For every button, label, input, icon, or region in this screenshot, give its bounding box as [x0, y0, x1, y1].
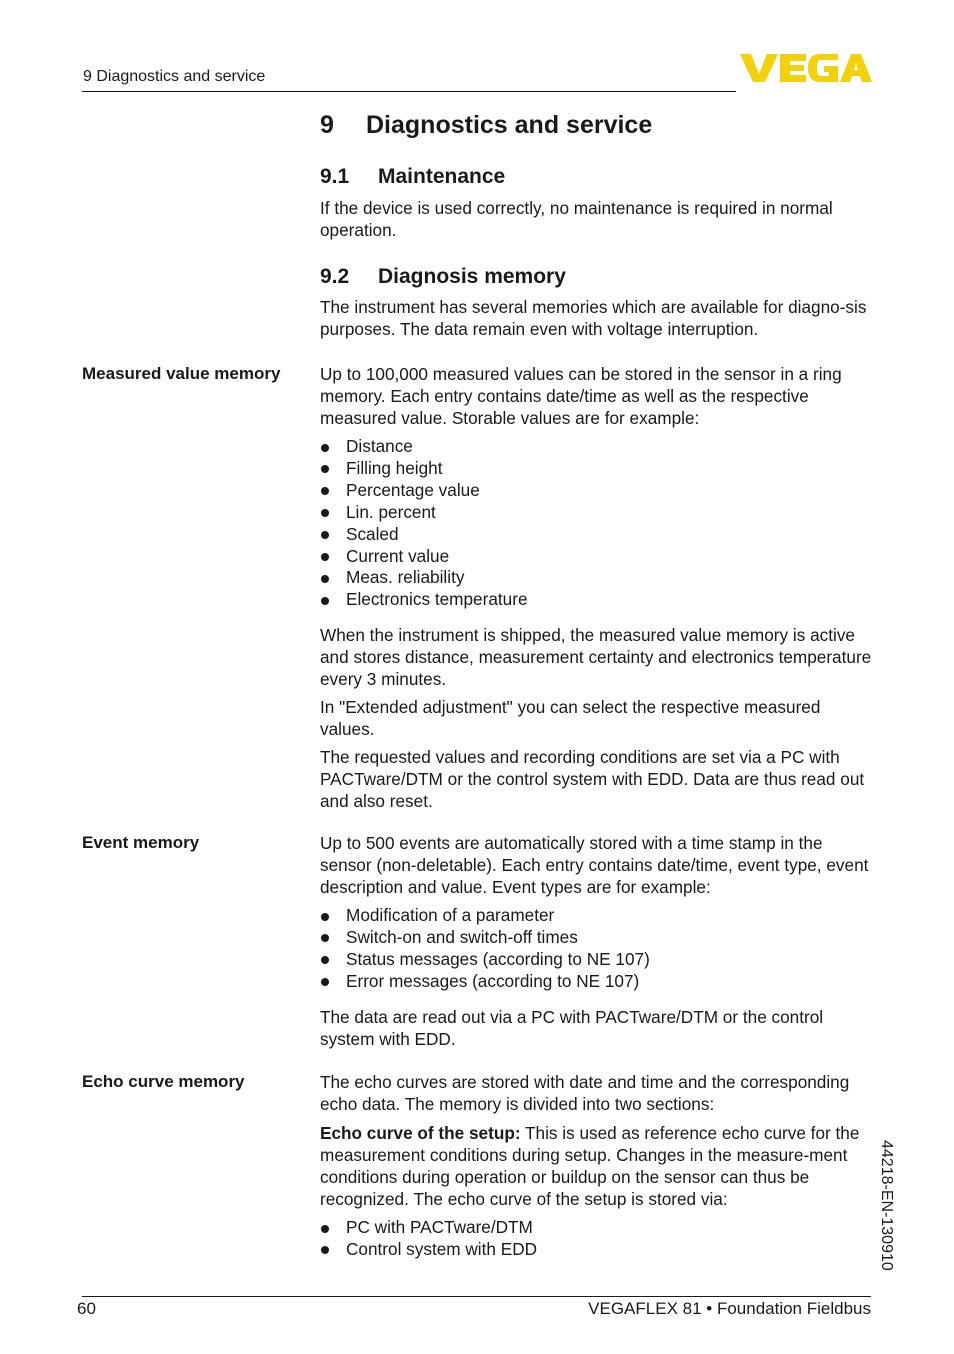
chapter-number: 9 [320, 111, 334, 139]
list-item [320, 1217, 872, 1239]
bullet-icon [321, 553, 329, 561]
paragraph: The instrument has several memories which are available for diagno-sis purposes. The data remain even with voltage interruption. [320, 297, 867, 339]
list-item [320, 905, 872, 927]
bullet-icon [321, 1246, 329, 1254]
echo-block [320, 1071, 872, 1261]
paragraph: The requested values and recording conditions are set via a PC with PACTware/DTM or the control system with EDD. Data are thus read out and also reset. [320, 747, 865, 812]
list-item-text: Distance [346, 436, 413, 456]
list-item-text: Switch-on and switch-off times [346, 926, 578, 947]
echo-list [320, 1217, 872, 1261]
page-number: 60 [77, 1299, 96, 1318]
list-item [320, 1239, 872, 1261]
section-title: Diagnosis memory [378, 265, 566, 288]
paragraph: In "Extended adjustment" you can select the respective measured values. [320, 697, 821, 740]
list-item-text: Control system with EDD [346, 1238, 538, 1259]
margin-label-echo: Echo curve memory [82, 1072, 245, 1091]
bullet-icon [321, 978, 329, 986]
bullet-icon [321, 956, 329, 964]
header-divider [82, 91, 736, 92]
paragraph: When the instrument is shipped, the measured value memory is active and stores distance, measurement certainty and electronics temperature every 3 minutes. [320, 625, 872, 690]
footer-divider [82, 1296, 871, 1297]
bullet-icon [321, 1225, 329, 1233]
list-item [320, 927, 872, 949]
list-item-text: Status messages (according to NE 107) [346, 948, 650, 969]
list-item [320, 524, 872, 546]
list-item-text: Error messages (according to NE 107) [346, 970, 640, 991]
paragraph-text: This is used as reference echo curve for the measurement conditions during setup. Changes in the measure-ment conditions during operation or buildup on the sensor can thus be recognized. The echo curve of the setup is stored via: [320, 1123, 860, 1209]
vega-logo [740, 52, 872, 84]
section-number: 9.2 [320, 265, 350, 288]
bold-lead: Echo curve of the setup: [320, 1123, 521, 1143]
margin-label-event: Event memory [82, 833, 200, 852]
running-header: 9 Diagnostics and service [83, 68, 266, 85]
bullet-icon [321, 465, 329, 473]
footer-title: VEGAFLEX 81 • Foundation Fieldbus [588, 1299, 871, 1318]
list-item [320, 971, 872, 993]
list-item-text: Lin. percent [346, 501, 436, 522]
list-item [320, 502, 872, 524]
diagnosis-intro [320, 296, 872, 346]
list-item [320, 546, 872, 568]
bullet-icon [321, 597, 329, 605]
section-number: 9.1 [320, 165, 350, 188]
bullet-icon [321, 487, 329, 495]
list-item-text: Current value [346, 545, 450, 566]
list-item-text: Modification of a parameter [346, 905, 555, 925]
list-item-text: PC with PACTware/DTM [346, 1217, 533, 1237]
paragraph: The data are read out via a PC with PACTware/DTM or the control system with EDD. [320, 1006, 824, 1049]
list-item [320, 436, 872, 458]
list-item [320, 567, 872, 589]
paragraph: Up to 100,000 measured values can be stored in the sensor in a ring memory. Each entry contains date/time as well as the respective measured value. Storable values are for example: [320, 364, 842, 428]
measured-list [320, 436, 872, 611]
list-item-text: Filling height [346, 457, 443, 478]
list-item-text: Percentage value [346, 479, 480, 500]
section-heading-maintenance [320, 165, 505, 189]
chapter-title: Diagnostics and service [366, 111, 653, 139]
paragraph: If the device is used correctly, no maintenance is required in normal operation. [320, 198, 833, 240]
bullet-icon [321, 913, 329, 921]
section-heading-diagnosis [320, 265, 566, 289]
margin-label-measured: Measured value memory [82, 364, 281, 383]
paragraph: The echo curves are stored with date and time and the corresponding echo data. The memory is divided into two sections: [320, 1072, 850, 1114]
paragraph: Up to 500 events are automatically stored with a time stamp in the sensor (non-deletable). Each entry contains date/time, event type, event description and value. Event types are for example: [320, 833, 869, 897]
bullet-icon [321, 444, 329, 452]
list-item [320, 589, 872, 611]
list-item-text: Electronics temperature [346, 589, 528, 610]
document-code: 44218-EN-130910 [878, 1140, 895, 1271]
section-title: Maintenance [378, 165, 506, 188]
list-item-text: Meas. reliability [346, 567, 465, 588]
event-list [320, 905, 872, 993]
bullet-icon [321, 531, 329, 539]
paragraph [320, 1122, 872, 1210]
measured-block [320, 363, 872, 818]
bullet-icon [321, 575, 329, 583]
bullet-icon [321, 934, 329, 942]
event-block [320, 832, 872, 1056]
maintenance-text [320, 197, 872, 247]
list-item [320, 949, 872, 971]
list-item [320, 458, 872, 480]
chapter-heading [320, 111, 652, 140]
bullet-icon [321, 509, 329, 517]
list-item-text: Scaled [346, 523, 399, 544]
list-item [320, 480, 872, 502]
